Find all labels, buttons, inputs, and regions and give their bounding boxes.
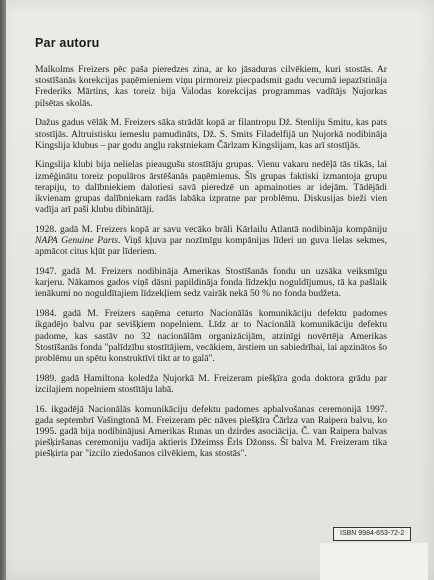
page-left-edge-shadow: [0, 0, 6, 580]
page-title: Par autoru: [35, 36, 100, 50]
paragraph-early-life: Malkolms Freizers pēc paša pieredzes zina, ar ko jāsaduras cilvēkiem, kuri stostās. Ar stostīšanās korekcijas paņēmieniem viņu pirmoreiz piecpadsmit gadu vecumā iepazīstināja Frederiks Mārtins, kas toreiz bija Valodas korekcijas programmas vadītājs Ņujorkas pilsētas skolās.: [35, 64, 387, 109]
barcode-placeholder: [320, 543, 428, 580]
paragraph-kingsley-clubs-description: Kingslija klubi bija nelielas pieaugušu stostītāju grupas. Vienu vakaru nedēļā tās tikās, lai izmēģinātu toreiz populāros ārstēšanās paņēmienus. Šīs grupas faktiski izmantoja grupu terapiju, to dalībniekiem dalotiesi savā pieredzē un apmainoties ar idejām. Tādējādi ikvienam grupas dalībniekam radās labāka izpratne par problēmu. Diskusijas bieži vien vadīja arī paši klubu dibinātāji.: [35, 159, 387, 216]
paragraph-kingsley-clubs-founding: Dažus gadus vēlāk M. Freizers sāka strādāt kopā ar filantropu Dž. Stenliju Smitu, kas pats stostījās. Altruistisku iemeslu pamudināts, Dž. S. Smits Filadelfijā un Ņujorkā nodibināja Kingslija klubus – par godu angļu rakstniekam Čārlzam Kingslijam, kas arī stostījās.: [35, 117, 387, 151]
paragraph-1997-ceremony: 16. ikgadējā Nacionālās komunikāciju defektu padomes apbalvošanas ceremonijā 1997. gada septembrī Vašingtonā M. Freizeram pēc nāves piešķīra Čārlza van Raipera balvu, ko 1995. gadā bija nodibinājusi Amerikas Runas un dzirdes asociācija. Č. van Raipera balvas piešķiršanas ceremoniju vadīja aktieris Džeimss Ērls Džonss. Šī balva M. Freizeram tika piešķirta par "izcilo ziedošanos cilvēkiem, kas stostās".: [35, 403, 387, 460]
company-name: NAPA Genuine Parts: [35, 235, 119, 247]
paragraph-1947-foundation: 1947. gadā M. Freizers nodibināja Amerikas Stostīšanās fondu un uzsāka veiksmīgu karjeru. Nākamos gados viņš dāsni papildināja fonda līdzekļu noguldījumus, tā ka pašlaik ienākumi no noguldītajiem līdzekļiem sedz vairāk nekā 50 % no fonda budžeta.: [35, 266, 387, 300]
paragraph-1984-award: 1984. gadā M. Freizers saņēma ceturto Nacionālās komunikāciju defektu padomes ikgadējo balvu par sevišķiem nopelniem. Līdz ar to Nacionālā komunikāciju defektu padome, kas sastāv no 32 nacionālām organizācijām, atzinīgi novērtēja Amerikas Stostīšanās fonda "palīdzību stostītājiem, vecākiem, ārstiem un sabiedrībai, lai apzinātos šo problēmu un spētu konstruktīvi tikt ar to galā".: [35, 308, 387, 364]
about-author-text: [35, 64, 387, 468]
paragraph-1989-doctorate: 1989. gadā Hamiltona koledža Ņujorkā M. Freizeram piešķīra goda doktora grādu par izcilajiem nopelniem stostītāju labā.: [35, 372, 387, 395]
isbn-label: ISBN 9984-653-72-2: [333, 527, 411, 541]
paragraph-1928-napa: 1928. gadā M. Freizers kopā ar savu vecāko brāli Kārlailu Atlantā nodibināja kompāniju NAPA Genuine Parts. Viņš kļuva par nozīmīgu kompānijas līderi un guva lielas sekmes, apmācot citus kļūt par līderiem.: [35, 223, 388, 258]
